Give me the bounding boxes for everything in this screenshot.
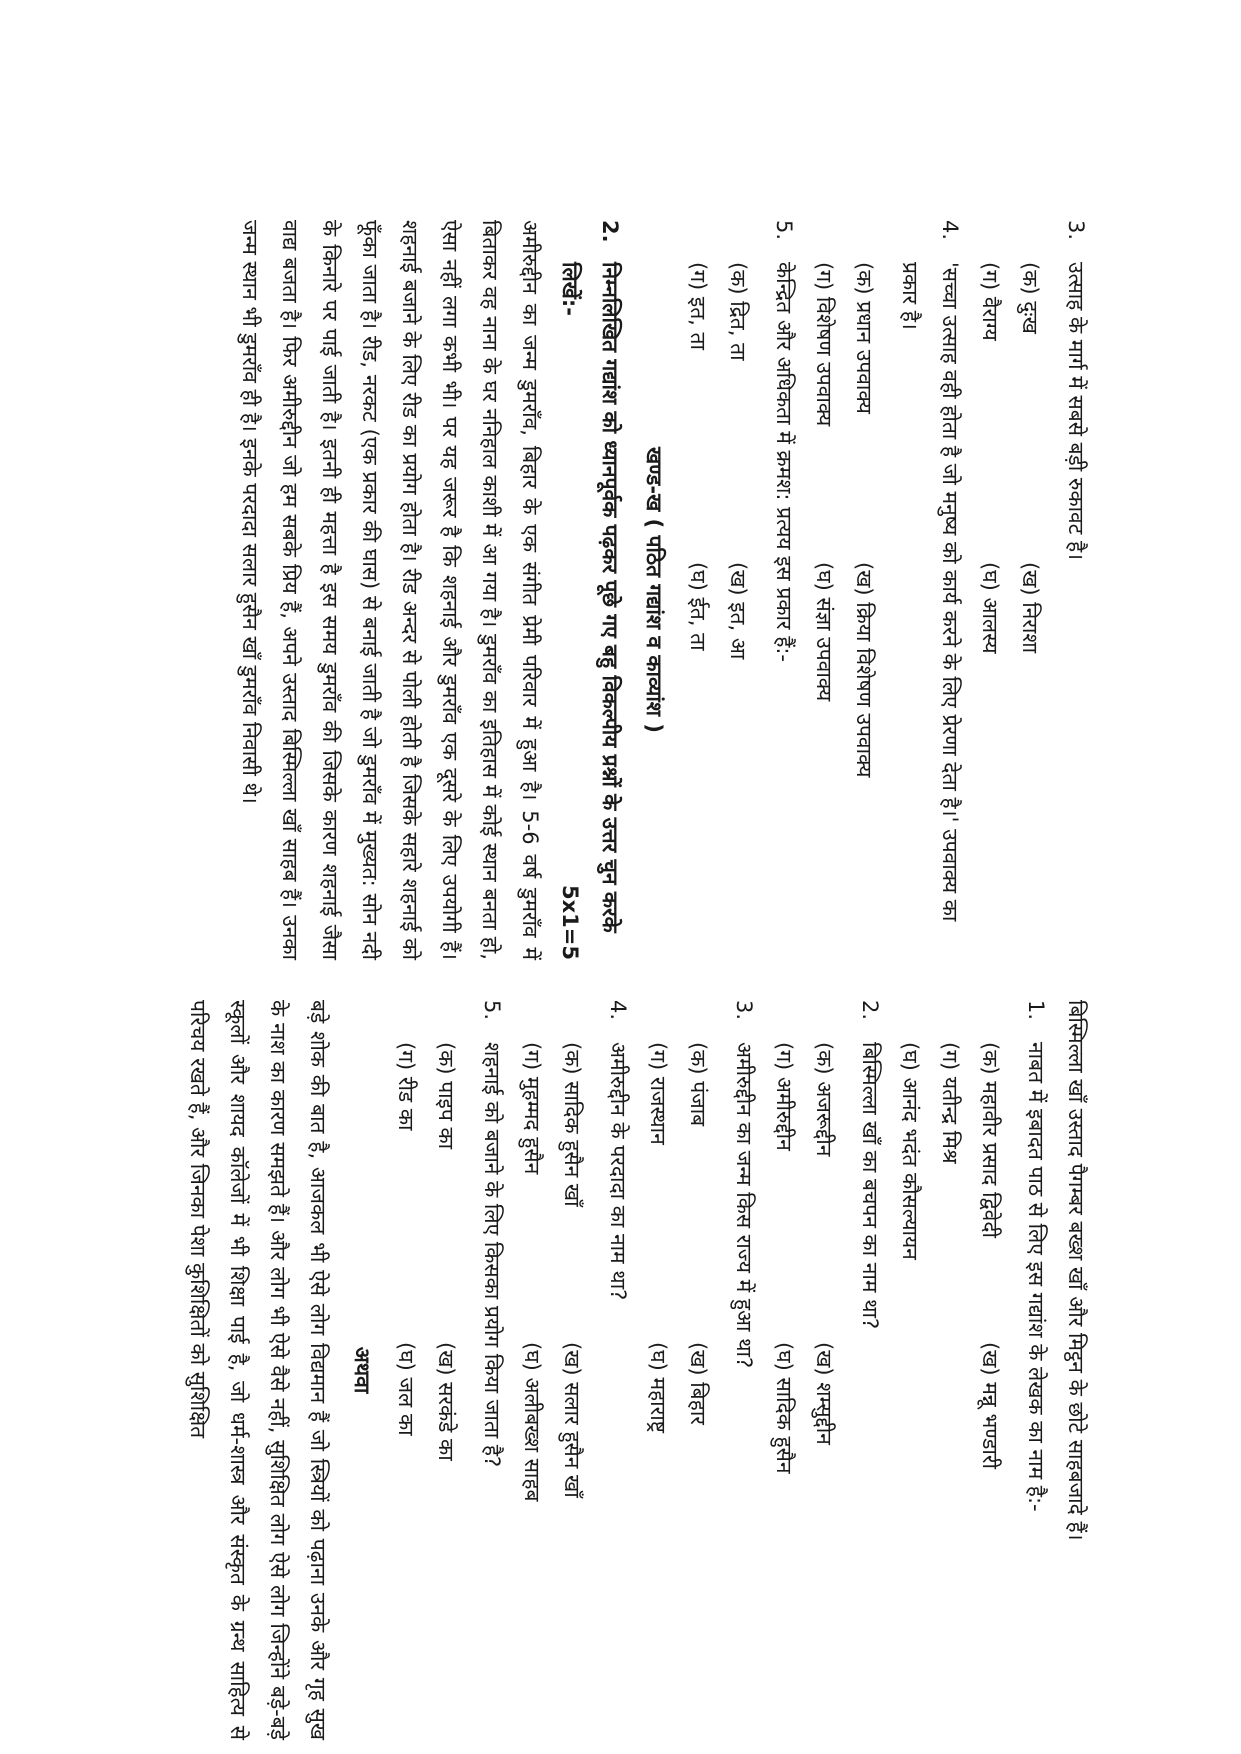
option[interactable]: (ग) इत, ता: [686, 262, 710, 350]
question-text: शहनाई को बजाने के लिए किसका प्रयोग किया जाता है?: [480, 1042, 504, 1468]
option[interactable]: (ग) मुहम्मद हुसैन: [520, 1042, 544, 1175]
question-text: केन्द्रित और अधिकता में क्रमश: प्रत्यय इस प्रकार हैं:-: [772, 262, 796, 662]
option[interactable]: (ख) सलार हुसैन खाँ: [560, 1342, 584, 1498]
question-5: [764, 220, 804, 960]
question-2-heading: [550, 220, 630, 960]
option[interactable]: (घ) आनंद भदंत कौसल्यायन: [898, 1042, 922, 1260]
option[interactable]: (घ) ईत, ता: [686, 562, 710, 651]
option[interactable]: (ग) रीड का: [394, 1042, 418, 1131]
question-number: 5.: [772, 220, 796, 241]
option[interactable]: (घ) सादिक हुसैन: [772, 1342, 796, 1474]
question-number: 5.: [480, 1000, 504, 1021]
question-number: 2.: [858, 1000, 882, 1021]
option[interactable]: (ख) मन्नू भण्डारी: [978, 1342, 1002, 1469]
right-column: [178, 1000, 1096, 1740]
left-column: [230, 220, 1096, 960]
options-q5: [386, 1042, 466, 1740]
option[interactable]: (क) अजरूद्दीन: [812, 1042, 836, 1157]
option[interactable]: (घ) महाराष्ट्र: [646, 1342, 670, 1433]
question-5: [472, 1000, 512, 1740]
options-q3: [638, 1042, 718, 1740]
option[interactable]: (ग) राजस्थान: [646, 1042, 670, 1145]
option[interactable]: (क) द्रित, ता: [726, 262, 750, 361]
question-instruction: निम्नलिखित गद्यांश को ध्यानपूर्वक पढ़कर पूछे गए बहु विकल्पीय प्रश्नों के उत्तर चुन करके लिखें:-: [558, 262, 622, 933]
passage-end: बिस्मिल्ला खाँ उस्ताद पैगम्बर बख्श खाँ और मिट्ठन के छोटे साहबजादे हैं।: [1064, 1000, 1088, 1541]
option[interactable]: (ख) शम्सुद्दीन: [812, 1342, 836, 1445]
option[interactable]: (ग) यतीन्द्र मिश्र: [938, 1042, 962, 1164]
question-text: अमीरुद्दीन का जन्म किस राज्य में हुआ था?: [732, 1042, 756, 1369]
question-number: 3.: [732, 1000, 756, 1021]
passage-2: बड़े शोक की बात है, आजकल भी ऐसे लोग विद्यमान हैं जो स्त्रियों को पढ़ाना उनके और गृह सुख के नाश का कारण समझते हैं। और लोग भी ऐसे वैसे नहीं, सुशिक्षित लोग ऐसे लोग जिन्होंने बड़े-बड़े स्कूलों और शायद कॉलेजों में भी शिक्षा पाई है, जो धर्म-शास्त्र और संस्कृत के ग्रन्थ साहित्य से परिचय रखते हैं, और जिनका पेशा कुशिक्षितों को सुशिक्षित: [186, 1000, 330, 1740]
option[interactable]: (ग) वैराग्य: [978, 262, 1002, 341]
option[interactable]: (क) महावीर प्रसाद द्विवेदी: [978, 1042, 1002, 1238]
question-4: [598, 1000, 638, 1740]
question-number: 3.: [1064, 220, 1088, 241]
question-number: 4.: [606, 1000, 630, 1021]
option[interactable]: (क) पाइप का: [434, 1042, 458, 1150]
options-q4: [512, 1042, 592, 1740]
option[interactable]: (क) प्रधान उपवाक्य: [852, 262, 876, 414]
question-2: [850, 1000, 890, 1740]
section-heading: खण्ड-ख ( पठित गद्यांश व काव्यांश ): [642, 447, 666, 733]
question-number: 2.: [598, 220, 622, 243]
options-q5: [678, 262, 758, 960]
option[interactable]: (ख) क्रिया विशेषण उपवाक्य: [852, 562, 876, 778]
or-separator: अथवा: [350, 1346, 374, 1394]
option[interactable]: (घ) संज्ञा उपवाक्य: [812, 562, 836, 702]
option[interactable]: (घ) जल का: [394, 1342, 418, 1436]
option-spacer: [930, 1342, 970, 1742]
option[interactable]: (क) दुःख: [1018, 262, 1042, 334]
options-q1: [890, 1042, 1010, 1740]
question-4: [890, 220, 970, 960]
option[interactable]: (ग) अमीरुद्दीन: [772, 1042, 796, 1151]
option-spacer: [890, 1342, 930, 1742]
option[interactable]: (क) सादिक हुसैन खाँ: [560, 1042, 584, 1207]
question-1: [1016, 1000, 1056, 1740]
question-text: नाबत में इबादत पाठ से लिए इस गद्यांश के लेखक का नाम है:-: [1024, 1042, 1048, 1512]
options-q3: [970, 262, 1050, 960]
question-text: अमीरुद्दीन के परदादा का नाम था?: [606, 1042, 630, 1301]
marks-label: 5x1=5: [558, 885, 582, 960]
question-text: बिस्मिल्ला खाँ का बचपन का नाम था?: [858, 1042, 882, 1330]
question-3: [1056, 220, 1096, 960]
option[interactable]: (घ) अलीबख्श साहब: [520, 1342, 544, 1502]
options-q2: [764, 1042, 844, 1740]
option[interactable]: (ख) बिहार: [686, 1342, 710, 1425]
question-3: [724, 1000, 764, 1740]
option[interactable]: (क) पंजाब: [686, 1042, 710, 1127]
question-text: 'सच्चा उत्साह वही होता है जो मनुष्य को कार्य करने के लिए प्रेरणा देता है।' उपवाक्य का प्रकार है।: [898, 262, 962, 922]
question-text: उत्साह के मार्ग में सबसे बड़ी रुकावट है।: [1064, 262, 1088, 561]
passage: अमीरुद्दीन का जन्म डुमराँव, बिहार के एक संगीत प्रेमी परिवार में हुआ है। 5-6 वर्ष डुमराँव में बिताकर वह नाना के घर ननिहाल काशी में आ गया है। डुमराँव का इतिहास में कोई स्थान बनता हो, ऐसा नहीं लगा कभी भी। पर यह जरूर है कि शहनाई और डुमराँव एक दूसरे के लिए उपयोगी हैं। शहनाई बजाने के लिए रीड का प्रयोग होता है। रीड अन्दर से पोली होती है जिसके सहारे शहनाई को फूँका जाता है। रीड, नरकट (एक प्रकार की घास) से बनाई जाती है जो डुमराँव में मुख्यत: सोन नदी के किनारे पर पाई जाती है। इतनी ही महत्ता है इस समय डुमराँव की जिसके कारण शहनाई जैसा वाद्य बजता है। फिर अमीरुद्दीन जो हम सबके प्रिय हैं, अपने उस्ताद बिस्मिल्ला खाँ साहब हैं। उनका जन्म स्थान भी डुमराँव ही है। इनके परदादा सलार हुसैन खाँ डुमराँव निवासी थे।: [238, 220, 542, 960]
option[interactable]: (ख) सरकंडे का: [434, 1342, 458, 1461]
option[interactable]: (ग) विशेषण उपवाक्य: [812, 262, 836, 427]
option[interactable]: (ख) इत, आ: [726, 562, 750, 660]
question-number: 4.: [938, 220, 962, 241]
question-number: 1.: [1024, 1000, 1048, 1021]
option[interactable]: (घ) आलस्य: [978, 562, 1002, 654]
option[interactable]: (ख) निराशा: [1018, 562, 1042, 654]
options-q4: [804, 262, 884, 960]
